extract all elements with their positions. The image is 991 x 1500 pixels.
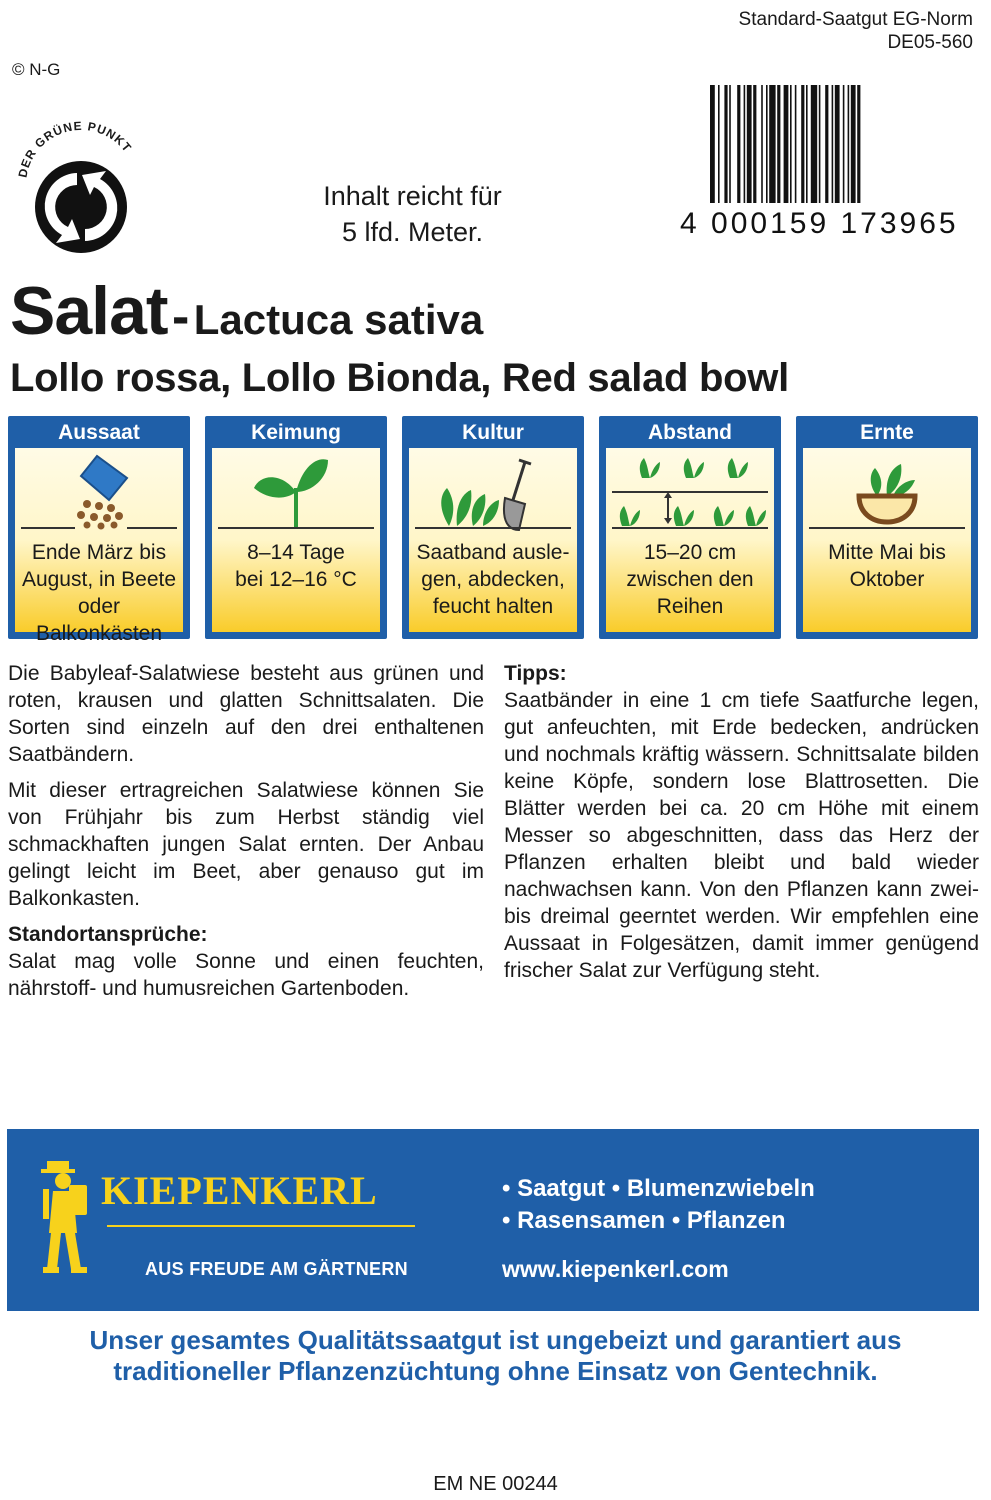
card-ernte	[796, 416, 978, 639]
card-aussaat	[8, 416, 190, 645]
row-spacing-icon	[606, 448, 774, 538]
standard-label	[739, 8, 973, 54]
card-text: 15–20 cm zwischen den Reihen	[626, 541, 754, 618]
category-line-2: • Rasensamen • Pflanzen	[502, 1207, 786, 1234]
card-text: Saatband ausle- gen, abdecken, feucht halten	[416, 541, 570, 618]
harvest-bowl-icon	[803, 448, 971, 538]
card-title: Abstand	[648, 421, 732, 444]
tips-text: Saatbänder in eine 1 cm tiefe Saatfurche legen, gut anfeuchten, mit Erde bedecken, andrücken und nochmals kräftig wässern. Schnittsalate bilden keine Köpfe, sondern lose Blattrosetten. Die Blätter werden bei ca. 20 cm Höhe mit einem Messer so abgeschnitten, dass das Herz der Pflanzen erhalten bleibt und bald wieder nachwachsen kann. Von den Pflanzen kann zwei- bis dreimal geerntet werden. Wir empfehlen eine Aussaat in Folgesätzen, damit immer genügend frischer Salat zur Verfügung steht.	[504, 689, 979, 982]
quality-statement	[0, 1325, 991, 1387]
content-line-1: Inhalt reicht für	[323, 181, 502, 211]
card-title: Aussaat	[58, 421, 140, 444]
brand-name: KIEPENKERL	[101, 1168, 378, 1213]
quality-line-1: Unser gesamtes Qualitätssaatgut ist ungebeizt und garantiert aus	[89, 1325, 902, 1355]
tips-column	[504, 660, 979, 993]
barcode-bars	[710, 85, 860, 203]
standard-line-1: Standard-Saatgut EG-Norm	[738, 9, 973, 30]
description-para-2: Mit dieser ertragreichen Salatwiese können Sie von Frühjahr bis zum Herbst ständig viel schmackhaften jungen Salat ernten. Der Anbau gelingt leicht im Beet, aber genauso gut im Balkonkasten.	[8, 779, 484, 910]
product-categories	[502, 1173, 815, 1237]
card-keimung	[205, 416, 387, 639]
title-name: Salat	[10, 273, 168, 349]
description-column	[8, 660, 484, 1011]
copyright: © N-G	[12, 60, 61, 79]
card-abstand	[599, 416, 781, 639]
tips-heading: Tipps:	[504, 662, 567, 685]
card-title: Kultur	[462, 421, 524, 444]
product-title	[10, 272, 483, 350]
green-dot-label: DER GRÜNE PUNKT	[15, 118, 135, 179]
title-separator: -	[171, 288, 190, 346]
card-text: Ende März bis August, in Beete oder Balkonkästen	[21, 541, 177, 645]
quality-line-2: traditioneller Pflanzenzüchtung ohne Einsatz von Gentechnik.	[113, 1356, 878, 1386]
title-latin: Lactuca sativa	[193, 296, 484, 343]
kiepenkerl-figure-icon	[39, 1159, 101, 1279]
footer-code: EM NE 00244	[433, 1473, 558, 1495]
plant-spade-icon	[409, 448, 577, 538]
card-title: Ernte	[860, 421, 914, 444]
brand-banner	[7, 1129, 979, 1311]
location-text: Salat mag volle Sonne und einen feuchten, nährstoff- und humusreichen Gartenboden.	[8, 950, 484, 1000]
barcode	[680, 85, 970, 240]
description-para-1: Die Babyleaf-Salatwiese besteht aus grünen und roten, krausen und glatten Schnittsalaten. Die Sorten sind einzeln auf den drei enthaltenen Saatbändern.	[8, 662, 484, 766]
info-cards	[8, 416, 983, 645]
website-link[interactable]: www.kiepenkerl.com	[502, 1256, 729, 1282]
brand-tagline: AUS FREUDE AM GÄRTNERN	[145, 1259, 408, 1279]
standard-line-2: DE05-560	[887, 32, 973, 53]
location-heading: Standortansprüche:	[8, 923, 208, 946]
card-title: Keimung	[251, 421, 341, 444]
content-line-2: 5 lfd. Meter.	[341, 217, 484, 247]
green-dot-logo	[10, 115, 152, 257]
card-kultur	[402, 416, 584, 639]
category-line-1: • Saatgut • Blumenzwiebeln	[502, 1175, 815, 1202]
content-info	[270, 178, 555, 250]
seedling-icon	[212, 448, 380, 538]
card-text: Mitte Mai bis Oktober	[828, 541, 946, 591]
barcode-number: 4 000159 173965	[680, 207, 959, 240]
card-text: 8–14 Tage bei 12–16 °C	[235, 541, 357, 591]
seed-packet-icon	[15, 448, 183, 538]
title-varieties: Lollo rossa, Lollo Bionda, Red salad bowl	[10, 356, 789, 400]
